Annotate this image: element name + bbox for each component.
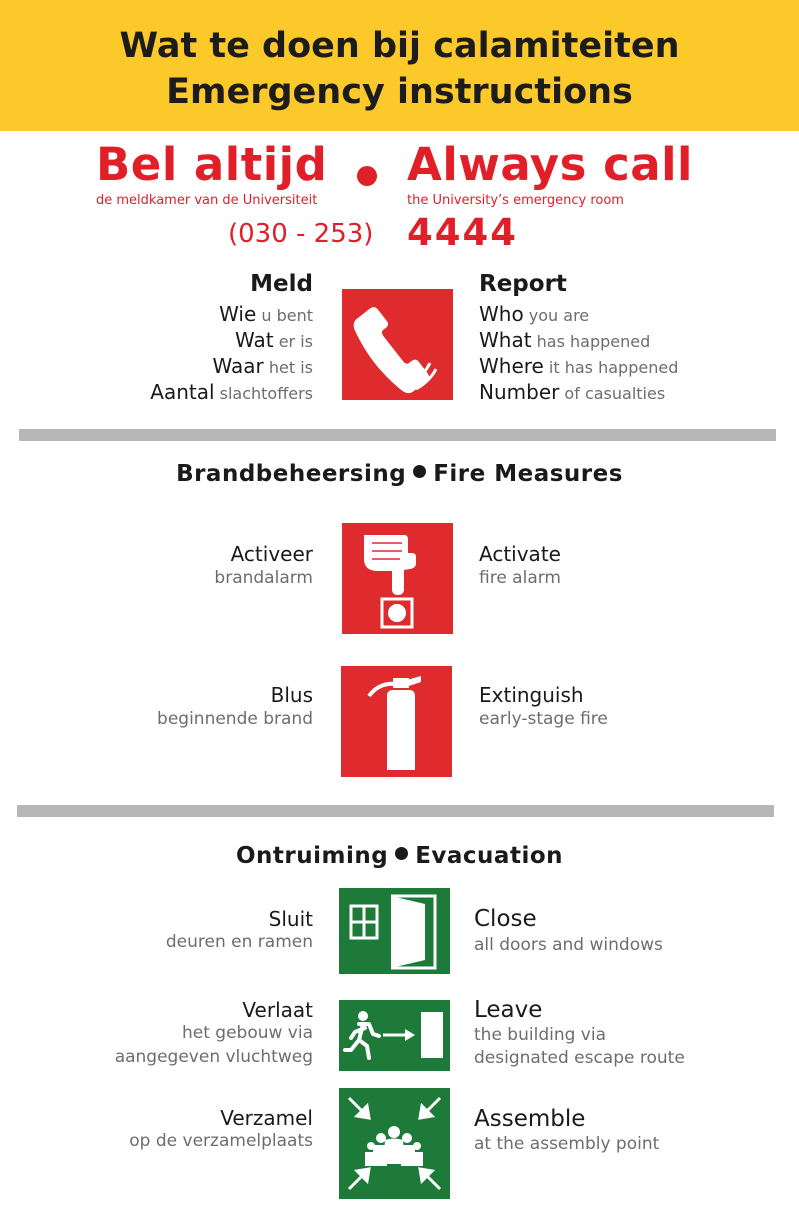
fire-item-2-en-sub: early-stage fire [479,709,608,729]
telephone-icon [342,289,453,400]
bullet-dot [357,166,377,186]
door-window-icon [339,888,450,974]
report-row-en-2: What has happened [479,328,651,352]
evac-section-title: Ontruiming Evacuation [235,843,564,869]
fire-section-title: Brandbeheersing Fire Measures [176,461,623,487]
call-heading-dutch: Bel altijd [96,138,328,191]
phone-prefix: (030 - 253) [228,219,374,249]
report-row-nl-3: Waar het is [212,354,313,378]
fire-item-1-en-sub: fire alarm [479,568,561,588]
report-row-en-3: Where it has happened [479,354,679,378]
fire-extinguisher-icon [341,666,452,777]
report-heading-english: Report [479,271,567,297]
header-banner [0,0,799,131]
call-heading-english: Always call [407,138,693,191]
evac-item-1-nl-main: Sluit [268,907,313,931]
emergency-exit-icon [339,1000,450,1071]
evac-item-2-nl-sub1: het gebouw via [181,1023,313,1043]
call-sub-dutch: de meldkamer van de Universiteit [96,193,318,208]
section-divider [17,805,774,817]
evac-item-2-en-sub1: the building via [474,1025,606,1045]
evac-item-2-en-sub2: designated escape route [474,1048,685,1068]
title-dutch: Wat te doen bij calamiteiten [119,26,680,66]
evac-item-2-nl-sub2: aangegeven vluchtweg [114,1047,313,1067]
report-row-en-1: Who you are [479,302,590,326]
evac-item-3-nl-sub: op de verzamelplaats [129,1131,313,1151]
evac-item-3-en-main: Assemble [474,1106,586,1132]
report-heading-dutch: Meld [250,271,313,297]
evac-item-3-en-sub: at the assembly point [474,1134,660,1154]
fire-alarm-button-icon [342,523,453,634]
fire-item-1-nl-sub: brandalarm [214,568,313,588]
fire-item-1-en-main: Activate [479,542,561,566]
report-row-nl-4: Aantal slachtoffers [150,380,313,404]
title-english: Emergency instructions [166,72,633,112]
evac-item-1-en-main: Close [474,906,537,932]
fire-item-2-nl-main: Blus [270,683,313,707]
report-row-nl-2: Wat er is [235,328,313,352]
call-sub-english: the University’s emergency room [407,193,624,208]
evac-item-3-nl-main: Verzamel [220,1106,313,1130]
evac-item-2-nl-main: Verlaat [242,998,313,1022]
section-divider [19,429,776,441]
report-row-nl-1: Wie u bent [219,302,313,326]
phone-number: 4444 [407,211,518,254]
fire-item-2-en-main: Extinguish [479,683,584,707]
fire-item-2-nl-sub: beginnende brand [157,709,313,729]
report-row-en-4: Number of casualties [479,380,666,404]
fire-item-1-nl-main: Activeer [230,542,313,566]
assembly-point-icon [339,1088,450,1199]
evac-item-1-nl-sub: deuren en ramen [165,932,313,952]
evac-item-2-en-main: Leave [474,997,543,1023]
evac-item-1-en-sub: all doors and windows [474,935,663,955]
